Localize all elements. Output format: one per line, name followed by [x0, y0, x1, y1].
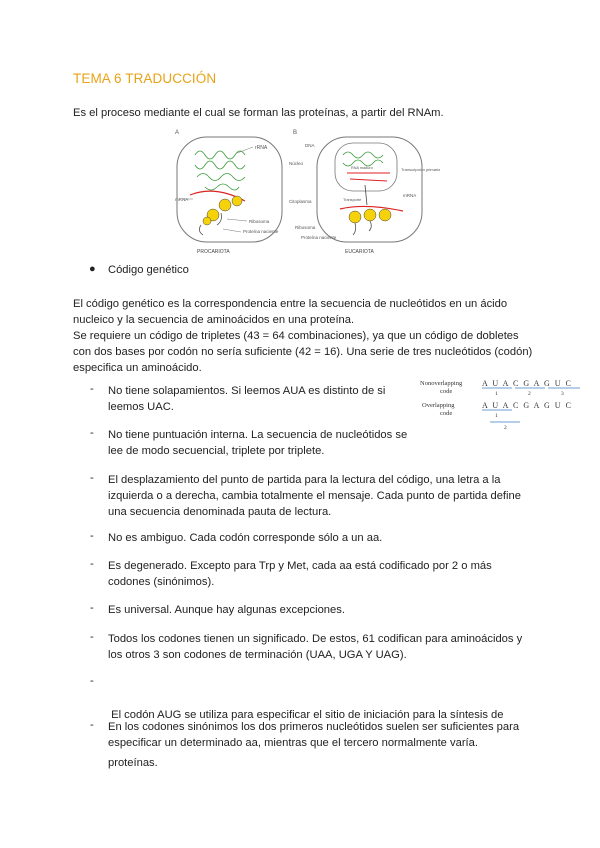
list-item-text — [108, 719, 548, 751]
paragraph-line: Se requiere un código de tripletes (43 = 64 combinaciones), ya que un código de dobletes — [73, 330, 519, 342]
line: En los codones sinónimos los dos primeros nucleótidos suelen ser suficientes para — [108, 721, 520, 733]
caption-prokaryote: PROCARIOTA — [197, 249, 230, 255]
label-nonoverlapping-code: code — [440, 388, 453, 395]
dash-marker: - — [90, 558, 94, 570]
label-protein-a: Proteína naciente — [243, 229, 279, 234]
codon-number: 1 — [495, 413, 498, 419]
codon-number: 2 — [528, 391, 531, 397]
label-rna-a: rRNA — [255, 145, 268, 151]
ribosome — [232, 196, 242, 206]
section-heading-codigo-genetico: Código genético — [108, 264, 189, 276]
list-item-text — [108, 427, 418, 459]
paragraph-line: El código genético es la correspondencia entre la secuencia de nucleótidos en un ácido — [73, 298, 508, 310]
ribosome — [203, 217, 211, 225]
genetic-code-paragraph — [73, 296, 543, 376]
label-ribosome-a: Ribosoma — [249, 219, 270, 224]
dash-marker: - — [90, 631, 94, 643]
label-mrna-a: mRNA — [175, 197, 189, 202]
dna-strand — [195, 151, 245, 190]
line: especificar un determinado aa, mientras que el tercero normalmente varía. — [108, 737, 478, 749]
label-ribosome-b: Ribosoma — [295, 225, 316, 230]
list-item-text — [108, 631, 548, 663]
list-item-text — [108, 558, 548, 590]
list-item-text — [108, 530, 548, 546]
label-dna-b: DNA — [305, 143, 315, 148]
label-transport-b: Transporte — [343, 198, 362, 202]
paragraph-line: nucleico y la secuencia de aminoácidos en una proteína. — [73, 314, 355, 326]
panel-a-label: A — [175, 130, 180, 136]
ribosome — [379, 209, 391, 221]
line: lee de modo secuencial, triplete por triplete. — [108, 445, 325, 457]
label-mature-rna-b: RNA maduro — [351, 166, 373, 170]
caption-eukaryote: EUCARIOTA — [345, 249, 374, 255]
ribosomes-a — [203, 196, 242, 225]
dash-marker: - — [90, 427, 94, 439]
bullet-dot: ● — [89, 263, 96, 275]
line: Es degenerado. Excepto para Trp y Met, cada aa está codificado por 2 o más — [108, 560, 492, 572]
sequence-nonoverlapping: A U A C G A G U C — [482, 379, 573, 388]
line: El desplazamiento del punto de partida para la lectura del código, una letra a la — [108, 474, 501, 486]
panel-b-label: B — [293, 130, 298, 136]
line: No es ambiguo. Cada codón corresponde sólo a un aa. — [108, 532, 383, 544]
label-mrna-b: mRNA — [403, 193, 417, 198]
dash-marker: - — [90, 675, 94, 687]
codon-number: 1 — [495, 391, 498, 397]
intro-text: Es el proceso mediante el cual se forman las proteínas, a partir del RNAm. — [73, 107, 444, 119]
line: los otros 3 son codones de terminación (UAA, UGA Y UAG). — [108, 649, 407, 661]
line: leemos UAC. — [108, 401, 174, 413]
codon-number: 2 — [504, 425, 507, 431]
ribosome — [219, 199, 231, 211]
line: No tiene solapamientos. Si leemos AUA es distinto de si — [108, 385, 386, 397]
label-overlapping: Overlapping — [422, 402, 455, 409]
dna-strand-b — [343, 152, 383, 166]
codon-number: 3 — [561, 391, 564, 397]
ribosome — [364, 209, 376, 221]
list-item-text — [108, 602, 548, 618]
line: izquierda o a derecha, cambia totalmente el mensaje. Cada punto de partida define — [108, 490, 521, 502]
sequence-overlapping: A U A C G A G U C — [482, 401, 573, 410]
paragraph-line: especifica un aminoácido. — [73, 362, 202, 374]
list-item-text — [108, 383, 408, 415]
line: No tiene puntuación interna. La secuencia de nucleótidos se — [108, 429, 408, 441]
dash-marker: - — [90, 602, 94, 614]
line: El codón AUG se utiliza para especificar el sitio de iniciación para la síntesis de — [108, 709, 504, 721]
label-transcript-b: Transcripción primaria — [401, 167, 440, 172]
label-overlapping-code: code — [440, 410, 453, 417]
line: Todos los codones tienen un significado. De estos, 61 codifican para aminoácidos y — [108, 633, 523, 645]
paragraph-line: con dos bases por codón no sería suficiente (42 = 16). Una serie de tres nucleótidos (codón) — [73, 346, 533, 358]
label-cytoplasm-b: Citoplasma — [289, 199, 312, 204]
ribosome — [349, 211, 361, 223]
line: una secuencia denominada pauta de lectura. — [108, 506, 332, 518]
dash-marker: - — [90, 530, 94, 542]
ribosomes-b — [349, 209, 391, 223]
translation-figure — [165, 125, 440, 260]
line: Es universal. Aunque hay algunas excepciones. — [108, 604, 345, 616]
eukaryote-cell — [317, 137, 422, 242]
prokaryote-cell — [177, 137, 282, 242]
line: proteínas. — [108, 757, 158, 769]
dash-marker: - — [90, 383, 94, 395]
dash-marker: - — [90, 472, 94, 484]
page-title: TEMA 6 TRADUCCIÓN — [73, 71, 217, 86]
label-nonoverlapping: Nonoverlapping — [420, 380, 463, 387]
rna-transcripts — [347, 173, 390, 181]
line: codones (sinónimos). — [108, 576, 215, 588]
label-nucleus-b: Núcleo — [289, 161, 304, 166]
codon-overlap-figure — [420, 376, 600, 432]
list-item-text — [108, 472, 548, 520]
label-protein-b: Proteína naciente — [301, 235, 337, 240]
dash-marker: - — [90, 719, 94, 731]
